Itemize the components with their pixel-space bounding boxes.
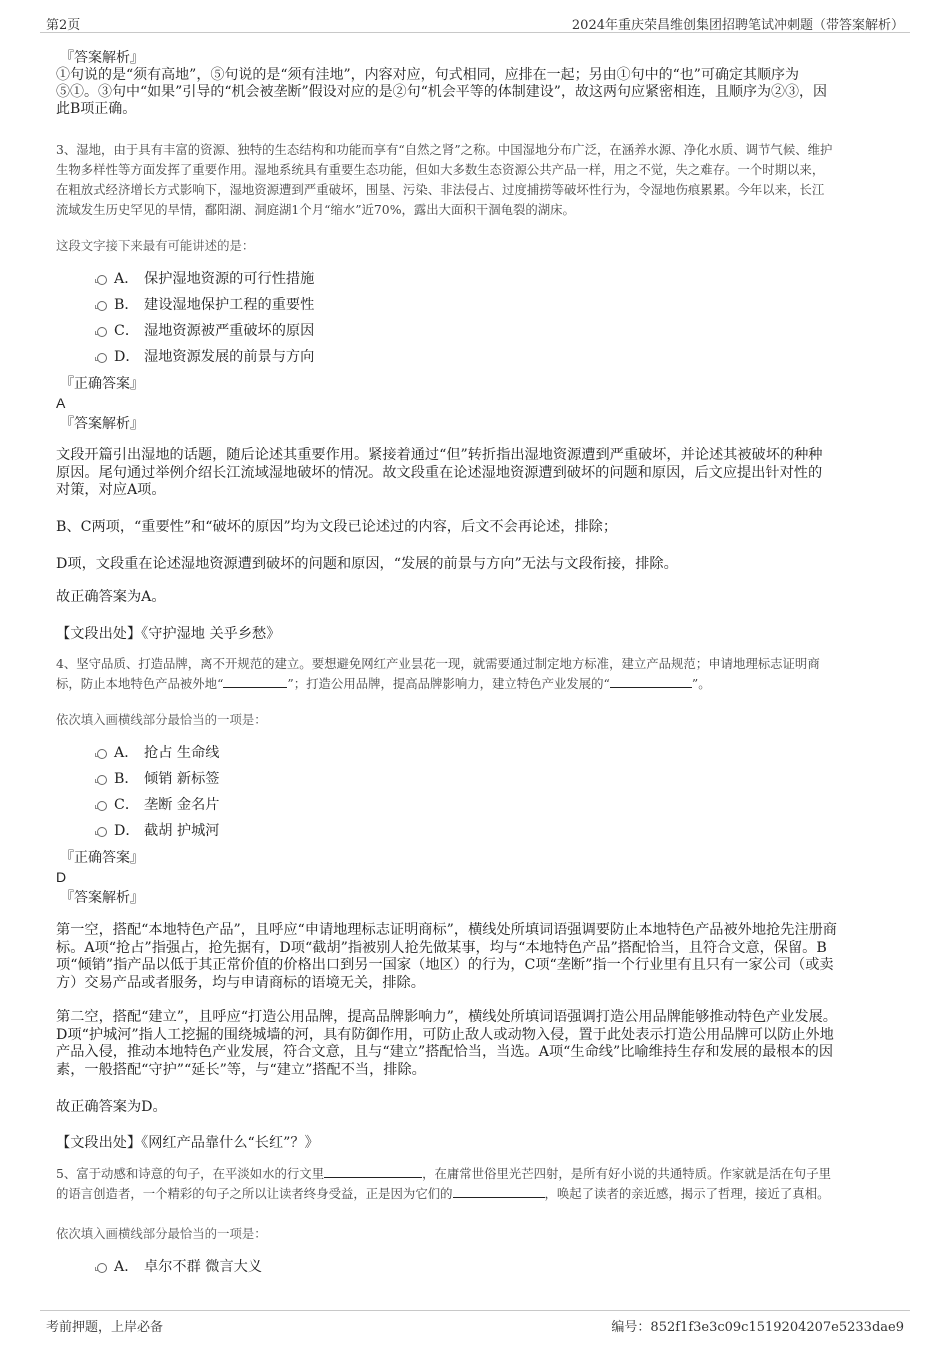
fill-blank — [324, 1165, 422, 1178]
question-text: 3、湿地，由于具有丰富的资源、独特的生态结构和功能而享有“自然之肾”之称。中国湿地分布广泛，在涵养水源、净化水质、调节气候、维护 — [56, 142, 833, 157]
q4-analysis-p2 — [56, 1009, 837, 1079]
document-id: 编号：852f1f3e3c09c1519204207e5233dae9 — [611, 1320, 904, 1335]
answer-label: 『正确答案』 — [60, 376, 144, 392]
radio-icon[interactable] — [97, 1263, 107, 1273]
answer-label: 『正确答案』 — [60, 850, 144, 866]
document-title: 2024年重庆荣昌维创集团招聘笔试冲刺题（带答案解析） — [571, 18, 904, 33]
option-b[interactable]: B． 建设湿地保护工程的重要性 — [56, 292, 656, 318]
q4-options — [56, 740, 656, 844]
analysis-line: D项“护城河”指人工挖掘的围绕城墙的河，具有防御作用，可防止敌人或动物入侵，置于此处表示打造公用品牌可以防止外地 — [56, 1026, 834, 1043]
q3-options — [56, 266, 656, 370]
question-5 — [56, 1164, 831, 1204]
q3-analysis-p1 — [56, 447, 822, 500]
question-4 — [56, 654, 820, 694]
question-text: 流域发生历史罕见的旱情，鄱阳湖、洞庭湖1个月“缩水”近70%，露出大面积干涸龟裂的湖床。 — [56, 202, 575, 217]
fill-blank — [453, 1185, 545, 1198]
option-d[interactable]: D． 截胡 护城河 — [56, 818, 656, 844]
analysis-line: ①句说的是“须有高地”，⑤句说的是“须有洼地”，内容对应，句式相同，应排在一起；另由①句中的“也”可确定其顺序为 — [56, 67, 799, 83]
answer-value: A — [56, 395, 66, 411]
question-text: 的语言创造者，一个精彩的句子之所以让读者终身受益，正是因为它们的 ，唤起了读者的亲近感，揭示了哲理，接近了真相。 — [56, 1186, 830, 1201]
question-prompt: 依次填入画横线部分最恰当的一项是： — [56, 712, 267, 727]
analysis-line: 产品入侵，推动本地特色产业发展，符合文意，且与“建立”搭配恰当，当选。A项“生命线”比喻维持生存和发展的最根本的因 — [56, 1044, 834, 1060]
q4-analysis-p1 — [56, 922, 837, 992]
footer-slogan: 考前押题，上岸必备 — [46, 1320, 164, 1335]
answer-value: D — [56, 869, 67, 885]
question-prompt: 这段文字接下来最有可能讲述的是： — [56, 238, 255, 253]
analysis-line: 素，一般搭配“守护”“延长”等，与“建立”搭配不当，排除。 — [56, 1061, 426, 1078]
fill-blank — [610, 675, 692, 688]
option-b[interactable]: B． 倾销 新标签 — [56, 766, 656, 792]
option-d[interactable]: D． 湿地资源发展的前景与方向 — [56, 344, 656, 370]
analysis-line: D项，文段重在论述湿地资源遭到破坏的问题和原因，“发展的前景与方向”无法与文段衔接，排除。 — [56, 556, 678, 572]
source-citation: 【文段出处】《守护湿地 关乎乡愁》 — [56, 626, 281, 642]
radio-icon[interactable] — [97, 327, 107, 337]
analysis-label: 『答案解析』 — [60, 890, 144, 906]
analysis-line: 标。A项“抢占”指强占，抢先据有，D项“截胡”指被别人抢先做某事，均与“本地特色产品”搭配恰当，且符合文意，保留。B — [56, 939, 827, 956]
radio-icon[interactable] — [97, 301, 107, 311]
analysis-line: 此B项正确。 — [56, 101, 137, 117]
radio-icon[interactable] — [97, 749, 107, 759]
fill-blank — [223, 675, 287, 688]
conclusion: 故正确答案为D。 — [56, 1099, 167, 1115]
question-text: 5、富于动感和诗意的句子，在平淡如水的行文里 ，在庸常世俗里光芒四射，是所有好小说的共通特质。作家就是活在句子里 — [56, 1166, 831, 1181]
question-text: 4、坚守品质、打造品牌，离不开规范的建立。要想避免网红产业昙花一现，就需要通过制定地方标准，建立产品规范；申请地理标志证明商 — [56, 656, 820, 671]
question-prompt: 依次填入画横线部分最恰当的一项是： — [56, 1226, 267, 1241]
radio-icon[interactable] — [97, 275, 107, 285]
source-citation: 【文段出处】《网红产品靠什么“长红”？》 — [56, 1135, 319, 1151]
analysis-line: 原因。尾句通过举例介绍长江流域湿地破坏的情况。故文段重在论述湿地资源遭到破坏的问题和原因，后文应提出针对性的 — [56, 464, 823, 481]
q2-analysis — [56, 50, 827, 118]
radio-icon[interactable] — [97, 353, 107, 363]
analysis-line: 项“倾销”指产品以低于其正常价值的价格出口到另一国家（地区）的行为，C项“垄断”指一个行业里有且只有一家公司（或卖 — [56, 957, 834, 973]
analysis-line: 第二空，搭配“建立”，且呼应“打造公用品牌，提高品牌影响力”，横线处所填词语强调打造公用品牌能够推动特色产业发展。 — [56, 1009, 837, 1025]
analysis-line: 文段开篇引出湿地的话题，随后论述其重要作用。紧接着通过“但”转折指出湿地资源遭到严重破坏，并论述其被破坏的种种 — [56, 447, 823, 463]
analysis-label: 『答案解析』 — [60, 416, 144, 432]
analysis-line: 对策，对应A项。 — [56, 482, 166, 498]
question-3 — [56, 140, 832, 220]
option-a[interactable]: A． 卓尔不群 微言大义 — [56, 1254, 656, 1280]
analysis-line: 方）交易产品或者服务，均与申请商标的语境无关，排除。 — [56, 974, 425, 991]
analysis-label: 『答案解析』 — [60, 50, 144, 66]
option-c[interactable]: C． 湿地资源被严重破坏的原因 — [56, 318, 656, 344]
radio-icon[interactable] — [97, 775, 107, 785]
analysis-line: ⑤①。③句中“如果”引导的“机会被垄断”假设对应的是②句“机会平等的体制建设”，故这两句应紧密相连，且顺序为②③，因 — [56, 84, 827, 100]
q5-options — [56, 1254, 656, 1280]
analysis-line: B、C两项，“重要性”和“破坏的原因”均为文段已论述过的内容，后文不会再论述，排除； — [56, 519, 618, 535]
page-footer — [40, 1310, 910, 1333]
page-header — [40, 10, 910, 33]
question-text: 标，防止本地特色产品被外地“ ”；打造公用品牌，提高品牌影响力，建立特色产业发展的“ ”。 — [56, 676, 711, 691]
option-a[interactable]: A． 抢占 生命线 — [56, 740, 656, 766]
question-text: 在粗放式经济增长方式影响下，湿地资源遭到严重破坏，围垦、污染、非法侵占、过度捕捞等破坏性行为，令湿地伤痕累累。今年以来，长江 — [56, 182, 825, 197]
option-c[interactable]: C． 垄断 金名片 — [56, 792, 656, 818]
radio-icon[interactable] — [97, 801, 107, 811]
question-text: 生物多样性等方面发挥了重要作用。湿地系统具有重要生态功能，但如大多数生态资源公共产品一样，用之不觉，失之难存。一个时期以来， — [56, 162, 825, 177]
page-number: 第2页 — [46, 18, 81, 33]
radio-icon[interactable] — [97, 827, 107, 837]
conclusion: 故正确答案为A。 — [56, 589, 166, 605]
analysis-line: 第一空，搭配“本地特色产品”，且呼应“申请地理标志证明商标”，横线处所填词语强调要防止本地特色产品被外地抢先注册商 — [56, 922, 837, 938]
option-a[interactable]: A． 保护湿地资源的可行性措施 — [56, 266, 656, 292]
